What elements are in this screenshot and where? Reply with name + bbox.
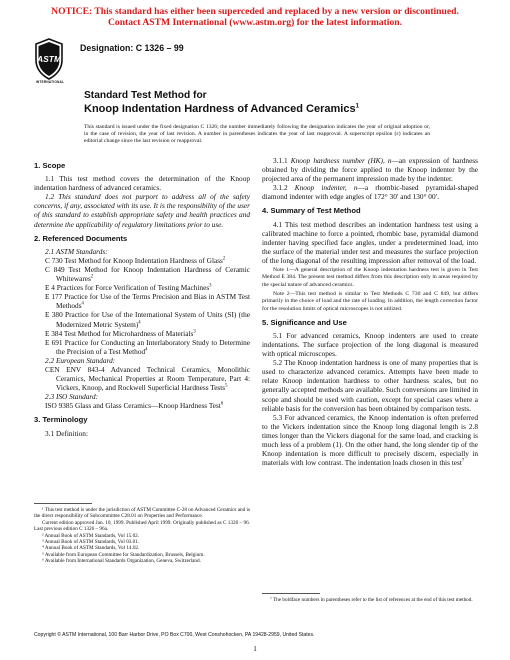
reference-item: E 380 Practice for Use of the International System of Units (SI) (the Modernized Metric System)$^4$ xyxy=(45,310,250,329)
footnote-divider-right xyxy=(262,593,320,594)
left-column xyxy=(34,156,250,438)
contact-notice: Contact ASTM International (www.astm.org) for the latest information. xyxy=(108,17,402,28)
footnote-1-edition: Current edition approved Jan. 10, 1999. Published April 1999. Originally published as C 1326 – 96. Last previous edition C 1326 – 96a. xyxy=(34,519,250,533)
paragraph-5-3: 5.3 For advanced ceramics, the Knoop indentation is often preferred to the Vickers indentation since the Knoop long diagonal length is 2.8 times longer than the Vickers diagonal for the same load, and cracking is much less of a problem (1). On the other hand, the long slender tip of the Knoop indentation is more difficult to precisely discern, especially in materials with low contrast. The indentation loads chosen in this test$^7$ xyxy=(262,412,478,468)
copyright-line: Copyright © ASTM International, 100 Barr Harbor Drive, PO Box C700, West Conshohocken, PA 19428-2959, United States. xyxy=(34,632,315,638)
reference-item: C 849 Test Method for Knoop Indentation Hardness of Ceramic Whitewares$^2$ xyxy=(45,264,250,284)
note-2: Note 2—This test method is similar to Test Methods C 730 and C 849, but differs primarily in the choice of load and the rate of loading. In addition, the length correction factor for the resolution limits of optical microscopes is not utilized. xyxy=(262,290,478,312)
paragraph-5-1: 5.1 For advanced ceramics, Knoop indenters are used to create indentations. The surface projection of the long diagonal is measured with optical microscopes. xyxy=(262,330,478,359)
logo-caption: INTERNATIONAL xyxy=(35,80,65,84)
standard-type: Standard Test Method for xyxy=(84,90,207,101)
right-column xyxy=(262,156,478,467)
reference-item: E 4 Practices for Force Verification of Testing Machines$^3$ xyxy=(45,283,212,293)
paragraph-5-2: 5.2 The Knoop indentation hardness is one of many properties that is used to characterize advanced ceramics. Attempts have been made to relate Knoop indentation hardness to other hardness scales, but no generally accepted methods are available. Such conversions are limited in scope and should be used with caution, except for special cases where a reliable basis for the conversion has been obtained by comparison tests. xyxy=(262,358,478,413)
astm-logo xyxy=(34,38,64,80)
footnotes-left xyxy=(34,507,250,565)
reference-item: E 177 Practice for Use of the Terms Precision and Bias in ASTM Test Methods$^4$ xyxy=(45,292,250,311)
paragraph-1-1: 1.1 This test method covers the determination of the Knoop indentation hardness of advanced ceramics. xyxy=(34,174,250,193)
paragraph-3-1-1: 3.1.1 Knoop hardness number (HK), n—an expression of hardness obtained by dividing the force applied to the Knoop indenter by the projected area of the permanent impression made by the indenter. xyxy=(262,156,478,184)
footnote-2: ² Annual Book of ASTM Standards, Vol 15.02. xyxy=(42,532,140,539)
reference-item: E 384 Test Method for Microhardness of Materials$^3$ xyxy=(45,328,196,338)
note-1: Note 1—A general description of the Knoop indentation hardness test is given in Test Method E 384. The present test method differs from this description only in areas required by the special nature of advanced ceramics. xyxy=(262,267,478,288)
iso-reference-item: ISO 9385 Glass and Glass Ceramics—Knoop Hardness Test$^6$ xyxy=(45,401,224,411)
footnote-3: ³ Annual Book of ASTM Standards, Vol 03.01. xyxy=(42,539,140,546)
page-title xyxy=(84,103,359,115)
footnote-5: ⁵ Available from European Committee for Standardization, Brussels, Belgium. xyxy=(42,551,205,558)
footnote-7: ⁷ The boldface numbers in parentheses refer to the list of references at the end of this test method. xyxy=(270,597,473,603)
paragraph-3-1: 3.1 Definition: xyxy=(45,428,88,438)
footnote-divider-left xyxy=(34,503,92,504)
paragraph-3-1-2: 3.1.2 Knoop indenter, n—a rhombic-based pyramidal-shaped diamond indenter with edge angles of 172° 30′ and 130° 00′. xyxy=(262,183,478,202)
section-heading-references: 2. Referenced Documents xyxy=(34,233,128,243)
footnotes-right xyxy=(262,597,478,603)
logo-letters: ASTM xyxy=(36,54,62,64)
section-heading-significance: 5. Significance and Use xyxy=(262,317,347,327)
footnote-1: ¹ This test method is under the jurisdiction of ASTM Committee C-28 on Advanced Ceramics and is the direct responsibility of Subcommittee C28.01 on Properties and Performance. xyxy=(34,507,250,520)
astm-standards-heading: 2.1 ASTM Standards: xyxy=(45,246,108,256)
section-heading-summary: 4. Summary of Test Method xyxy=(262,206,361,216)
reference-item: E 691 Practice for Conducting an Interlaboratory Study to Determine the Precision of a Test Method$^4$ xyxy=(45,337,250,356)
european-standard-heading: 2.2 European Standard: xyxy=(45,355,116,365)
section-heading-terminology: 3. Terminology xyxy=(34,415,88,425)
page-number: 1 xyxy=(253,645,257,653)
european-reference-item: CEN ENV 843-4 Advanced Technical Ceramics, Monolithic Ceramics, Mechanical Properties at Room Temperature, Part 4: Vickers, Knoop, and Rockwell Superficial Hardness Tests$^5$ xyxy=(45,364,250,393)
iso-standard-heading: 2.3 ISO Standard: xyxy=(45,392,99,402)
reference-item: C 730 Test Method for Knoop Indentation Hardness of Glass$^2$ xyxy=(45,255,226,265)
designation: Designation: C 1326 – 99 xyxy=(80,43,184,53)
issue-note: This standard is issued under the fixed designation C 1326; the number immediately following the designation indicates the year of original adoption or, in the case of revision, the year of last revision. A number in parentheses indicates the year of last reapproval. A superscript epsilon (ε) indicates an editorial change since the last revision or reapproval. xyxy=(84,124,430,145)
section-heading-scope: 1. Scope xyxy=(34,161,66,170)
supersede-notice: NOTICE: This standard has either been superceded and replaced by a new version or discontinued. xyxy=(51,6,459,17)
title-footnote-mark: 1 xyxy=(355,103,359,110)
footnote-6: ⁶ Available from International Standards Organization, Geneva, Switzerland. xyxy=(42,558,201,565)
footnote-4: ⁴ Annual Book of ASTM Standards, Vol 14.02. xyxy=(42,545,140,552)
paragraph-4-1: 4.1 This test method describes an indentation hardness test using a calibrated machine to force a pointed, rhombic base, pyramidal diamond indenter having specified face angles, under a predetermined load, into the surface of the material under test and measures the surface projection of the long diagonal of the resulting impression after removal of the load. xyxy=(262,219,478,265)
paragraph-1-2: 1.2 This standard does not purport to address all of the safety concerns, if any, associated with its use. It is the responsibility of the user of this standard to establish appropriate safety and health practices and determine the applicability of regulatory limitations prior to use. xyxy=(34,192,250,229)
title-text: Knoop Indentation Hardness of Advanced Ceramics xyxy=(84,103,356,115)
